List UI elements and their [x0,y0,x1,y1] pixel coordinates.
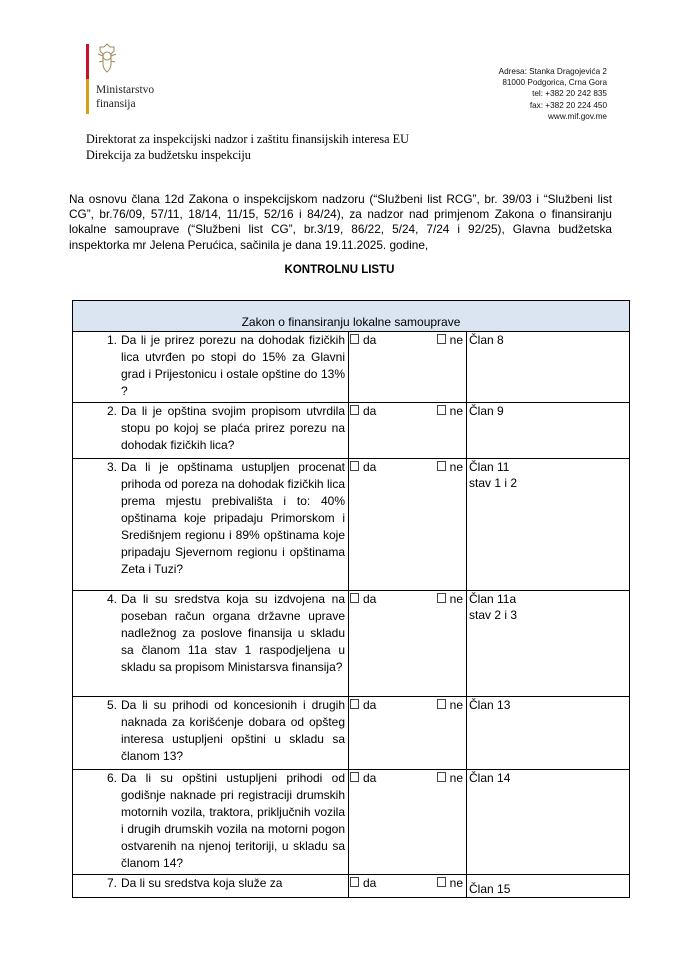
directorate-name: Direktorat za inspekcijski nadzor i zaštitu finansijskih interesa EU [86,132,409,146]
checkbox-icon[interactable] [350,405,359,415]
article-reference: Član 13 [467,697,630,770]
table-row [73,591,630,697]
ministry-name-line1: Ministarstvo [96,84,155,96]
yes-option[interactable]: da [350,875,376,891]
article-reference: Član 8 [467,332,630,403]
checkbox-icon[interactable] [350,334,359,344]
question-number: 7. [106,876,117,890]
ministry-logo [86,42,196,122]
question-text: Da li su prihodi od koncesionih i drugih naknada za korišćenje dobara od opšteg interesa ustupljeni opštini u skladu sa članom 13? [121,698,345,763]
coat-of-arms-icon [94,42,120,76]
table-row [73,332,630,403]
table-row [73,459,630,591]
article-reference: Član 11a stav 2 i 3 [467,591,630,697]
ministry-name-line2: finansija [96,98,136,110]
checkbox-icon[interactable] [437,461,446,471]
checkbox-icon[interactable] [437,772,446,782]
question-number: 6. [106,771,117,785]
checklist-table [72,300,630,898]
yes-option[interactable]: da [350,697,376,713]
address-website: www.mif.gov.me [548,111,607,121]
question-text: Da li su sredstva koja služe za [121,876,283,890]
question-number: 4. [106,592,117,606]
question-number: 3. [106,460,117,474]
article-reference: Član 9 [467,403,630,459]
intro-paragraph: Na osnovu člana 12d Zakona o inspekcijskom nadzoru (“Službeni list RCG”, br. 39/03 i “Službeni list CG”, br.76/09, 57/11, 18/14, 11/15, 52/16 i 84/24), za nadzor nad primjenom Zakona o finansiranju lokalne samouprave (“Službeni list CG”, br.3/19, 86/22, 5/24, 7/24 i 92/25), Glavna budžetska inspektorka mr Jelena Perućica, sačinila je dana 19.11.2025. godine, [69,192,612,252]
address-fax: fax: +382 20 224 450 [529,100,607,110]
checkbox-icon[interactable] [350,772,359,782]
no-option[interactable]: ne [437,770,463,786]
document-title: KONTROLNU LISTU [284,264,395,276]
no-option[interactable]: ne [437,332,463,348]
checkbox-icon[interactable] [437,877,446,887]
yes-option[interactable]: da [350,770,376,786]
yes-option[interactable]: da [350,403,376,419]
article-reference: Član 15 [467,875,630,898]
article-reference: Član 11 stav 1 i 2 [467,459,630,591]
question-text: Da li je prirez porezu na dohodak fizičkih lica utvrđen po stopi do 15% za Glavni grad i Prijestonicu i ostale opštine do 13% ? [121,333,345,398]
ministry-name [96,83,154,111]
department-heading [86,131,409,163]
table-row [73,875,630,898]
checkbox-icon[interactable] [350,699,359,709]
no-option[interactable]: ne [437,591,463,607]
question-number: 5. [106,698,117,712]
table-row [73,697,630,770]
yes-option[interactable]: da [350,591,376,607]
checkbox-icon[interactable] [437,699,446,709]
yes-option[interactable]: da [350,332,376,348]
address-line: Adresa: Stanka Dragojevića 2 [498,67,607,76]
yes-option[interactable]: da [350,459,376,475]
question-text: Da li je opština svojim propisom utvrdila stopu po kojoj se plaća prirez porezu na dohodak fizičkih lica? [121,404,345,452]
question-text: Da li je opštinama ustupljen procenat prihoda od poreza na dohodak fizičkih lica prema mjestu prebivališta i to: 40% opštinama koje pripadaju Primorskom i Središnjem regionu i 89% opštinama koje pripadaju Sjevernom regionu i opštinama Zeta i Tuzi? [121,460,345,576]
checkbox-icon[interactable] [437,405,446,415]
flag-bar [86,44,89,114]
division-name: Direkcija za budžetsku inspekciju [86,148,251,162]
no-option[interactable]: ne [437,697,463,713]
address-block [499,66,607,122]
table-header: Zakon o finansiranju lokalne samouprave [73,301,630,332]
address-city: 81000 Podgorica, Crna Gora [502,78,607,88]
checkbox-icon[interactable] [350,593,359,603]
table-row [73,403,630,459]
question-number: 1. [106,333,117,347]
question-number: 2. [106,404,117,418]
checkbox-icon[interactable] [437,334,446,344]
article-reference: Član 14 [467,770,630,875]
address-phone: tel: +382 20 242 835 [532,89,607,99]
no-option[interactable]: ne [437,875,463,891]
question-text: Da li su opštini ustupljeni prihodi od godišnje naknade pri registraciji drumskih motornih vozila, traktora, priključnih vozila i drugih drumskih vozila na motorni pogon ostvarenih na njenoj teritoriji, u skladu sa članom 14? [121,771,345,870]
checkbox-icon[interactable] [437,593,446,603]
checkbox-icon[interactable] [350,461,359,471]
question-text: Da li su sredstva koja su izdvojena na poseban račun organa državne uprave nadležnog za poslove finansija u skladu sa članom 11a stav 1 raspodjeljena u skladu sa propisom Ministarsva finansija? [121,592,345,674]
checkbox-icon[interactable] [350,877,359,887]
no-option[interactable]: ne [437,403,463,419]
table-row [73,770,630,875]
no-option[interactable]: ne [437,459,463,475]
